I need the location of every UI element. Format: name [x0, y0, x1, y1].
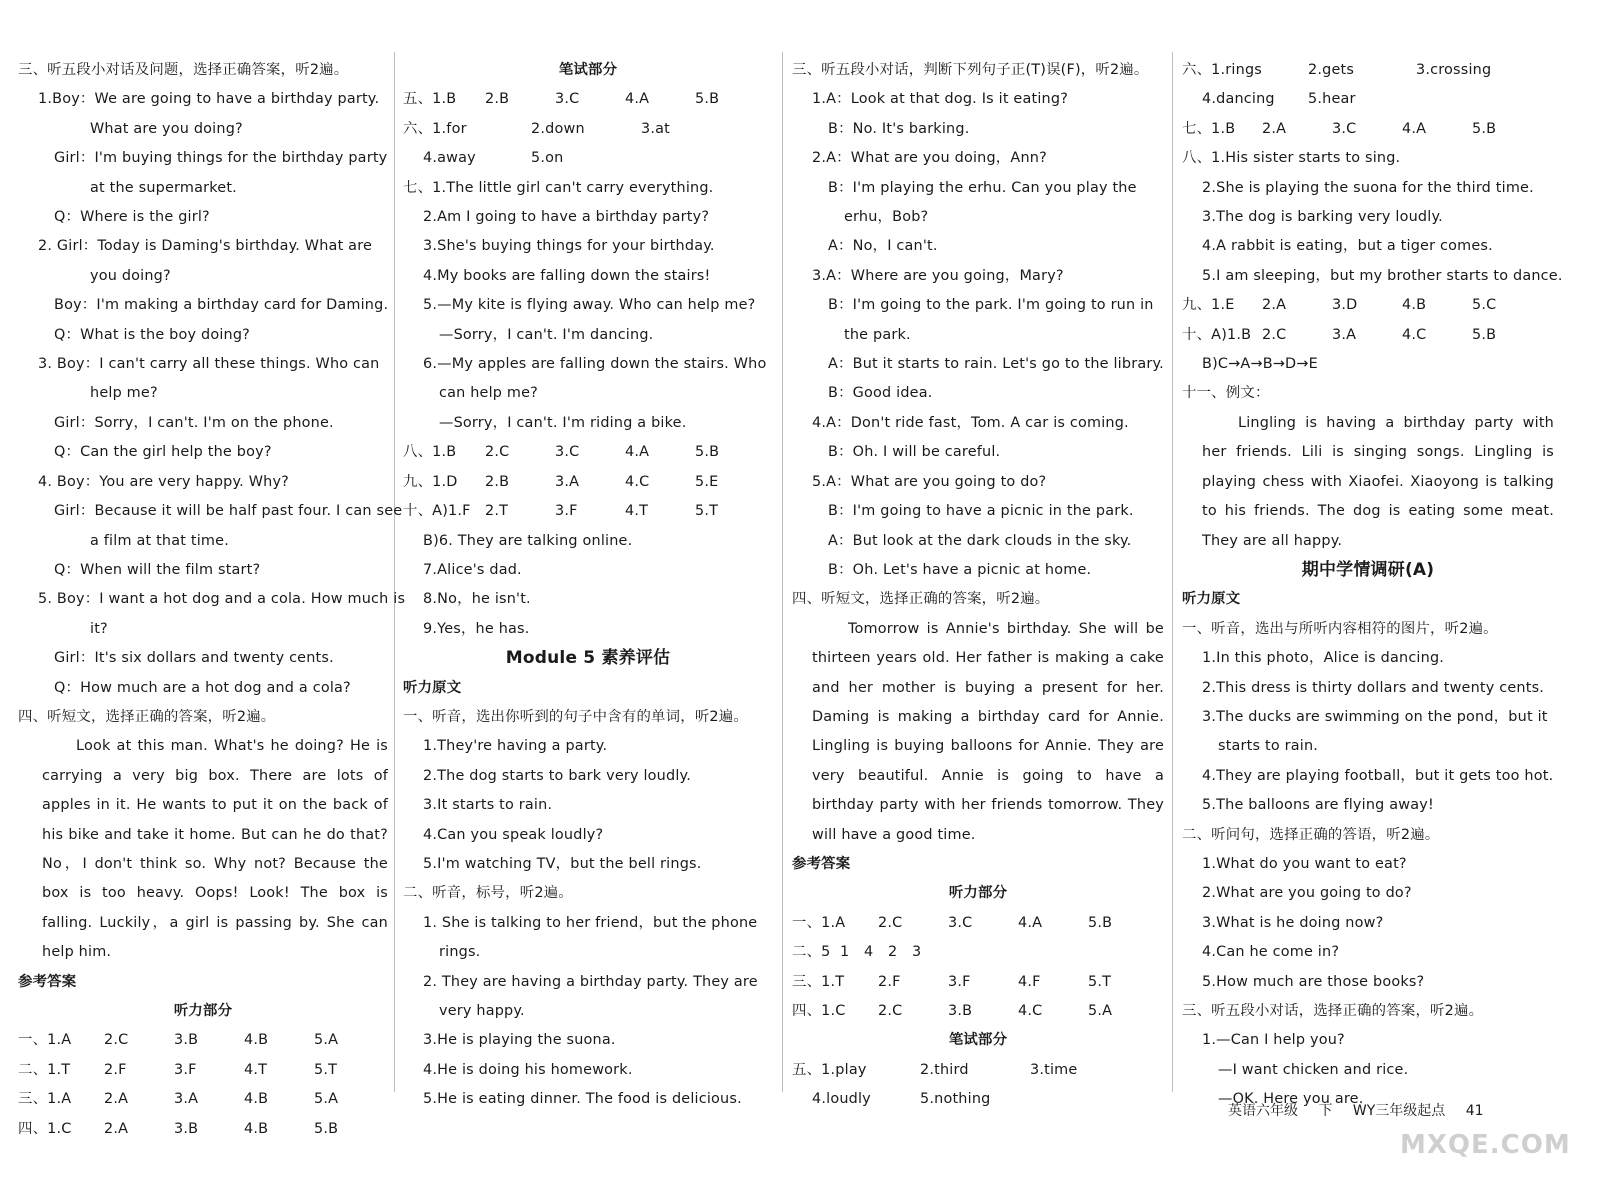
answer-cell: 4.dancing [1202, 91, 1275, 108]
answer-row [18, 1026, 388, 1055]
answer-cell: 3.A [174, 1091, 199, 1108]
answer-cell: 4.B [244, 1032, 269, 1049]
answer-row [1182, 56, 1554, 85]
script-line: 4.Can you speak loudly? [423, 826, 604, 843]
footer-subject: 英语六年级 [1228, 1103, 1298, 1119]
dialogue-line: 3.A：Where are you going，Mary? [812, 267, 1064, 284]
section-title: 二、听音，标号，听2遍。 [403, 885, 573, 902]
answer-cell: 3.crossing [1416, 62, 1492, 78]
answer-line: can help me? [439, 385, 539, 402]
answer-cell: 3.B [174, 1032, 199, 1049]
column-divider [782, 52, 783, 1092]
script-line: 2.The dog starts to bark very loudly. [423, 767, 691, 784]
answer-cell: 2.A [104, 1091, 129, 1108]
answer-line: 6.—My apples are falling down the stairs. Who [423, 356, 767, 373]
reference-answers-title: 参考答案 [792, 855, 851, 872]
answer-cell: 5.T [1088, 973, 1112, 990]
reference-answers-title: 参考答案 [18, 973, 77, 990]
answer-cell: 4.A [1402, 120, 1427, 137]
script-line: 1.They're having a party. [423, 738, 608, 755]
dialogue-line: B：I'm going to the park. I'm going to run in [828, 297, 1154, 314]
answer-row [403, 144, 773, 173]
page-number: 41 [1465, 1103, 1484, 1119]
dialogue-line: B：Oh. I will be careful. [828, 444, 1001, 461]
answer-cell: 二、5 [792, 944, 831, 961]
answer-cell: 2 [888, 944, 898, 961]
answer-cell: 4.away [423, 150, 476, 167]
script-line: 1.What do you want to eat? [1202, 855, 1407, 872]
answer-line: 4.My books are falling down the stairs! [423, 267, 711, 284]
question-line: Q：How much are a hot dog and a cola? [54, 679, 351, 696]
answer-cell: 1 [840, 944, 850, 961]
script-line: 2.This dress is thirty dollars and twenty cents. [1202, 679, 1545, 696]
answer-cell: 5.A [314, 1091, 339, 1108]
answer-cell: 五、1.play [792, 1061, 867, 1078]
answer-cell: 3.at [641, 120, 670, 137]
watermark: MXQE.COM [1400, 1130, 1571, 1160]
answer-cell: 4.C [1402, 326, 1427, 343]
answer-cell: 八、1.B [403, 444, 457, 461]
answer-row [403, 497, 773, 526]
dialogue-line: it? [90, 620, 108, 637]
column-divider [1172, 52, 1173, 1092]
column-3 [792, 56, 1164, 1115]
answer-cell: 5.B [695, 91, 720, 108]
script-title: 听力原文 [1182, 591, 1241, 608]
dialogue-line: Boy：I'm making a birthday card for Daming. [54, 297, 389, 314]
script-line: 5.The balloons are flying away! [1202, 797, 1434, 814]
answer-cell: 七、1.B [1182, 120, 1236, 137]
answer-row [1182, 321, 1554, 350]
dialogue-line: 5.A：What are you going to do? [812, 473, 1047, 490]
answer-line: 3.The dog is barking very loudly. [1202, 209, 1443, 226]
midterm-title: 期中学情调研(A) [1301, 559, 1435, 580]
answer-cell: 4 [864, 944, 874, 961]
answer-row [792, 968, 1164, 997]
dialogue-line: 3. Boy：I can't carry all these things. Who can [38, 356, 380, 373]
answer-cell: 5.B [695, 444, 720, 461]
page-footer [1228, 1100, 1500, 1120]
column-2 [403, 56, 773, 1115]
dialogue-line: 2. Girl：Today is Daming's birthday. What are [38, 238, 373, 255]
dialogue-line: 1.—Can I help you? [1202, 1032, 1345, 1049]
answer-cell: 5.B [1088, 914, 1113, 931]
answer-cell: 2.C [878, 1003, 903, 1019]
answer-cell: 3.B [948, 1003, 973, 1019]
dialogue-line: What are you doing? [90, 120, 243, 137]
answer-cell: 4.C [1018, 1003, 1043, 1019]
answer-cell: 2.C [485, 444, 510, 461]
script-line: 2.What are you going to do? [1202, 885, 1412, 902]
dialogue-line: B：I'm going to have a picnic in the park. [828, 503, 1134, 520]
answer-cell: 3.C [948, 914, 973, 931]
answer-row [18, 1085, 388, 1114]
answer-cell: 4.C [625, 473, 650, 490]
dialogue-line: help me? [90, 385, 158, 402]
answer-cell: 5.C [1472, 297, 1497, 314]
script-line: 1.In this photo，Alice is dancing. [1202, 650, 1445, 667]
script-line: 5.He is eating dinner. The food is delicious. [423, 1091, 742, 1108]
answer-cell: 十、A)1.F [403, 503, 471, 520]
dialogue-line: B：Oh. Let's have a picnic at home. [828, 561, 1092, 578]
script-title: 听力原文 [403, 679, 462, 696]
answer-cell: 四、1.C [18, 1120, 72, 1137]
answer-line: B)6. They are talking online. [423, 532, 633, 549]
answer-row [18, 1115, 388, 1144]
dialogue-line: a film at that time. [90, 532, 229, 549]
answer-cell: 五、1.B [403, 91, 457, 108]
answer-cell: 九、1.D [403, 473, 458, 490]
answer-row [403, 438, 773, 467]
dialogue-line: —I want chicken and rice. [1218, 1061, 1409, 1078]
answer-cell: 4.A [625, 91, 650, 108]
answer-cell: 4.A [1018, 914, 1043, 931]
answer-cell: 2.F [104, 1061, 127, 1078]
answer-line: 2.She is playing the suona for the third time. [1202, 179, 1534, 196]
written-part-title: 笔试部分 [558, 62, 618, 78]
answer-cell: 5.B [1472, 120, 1497, 137]
answer-cell: 4.F [1018, 973, 1041, 990]
answer-cell: 2.down [531, 120, 585, 137]
script-line: 3.The ducks are swimming on the pond，but it [1202, 708, 1548, 725]
script-line: 3.It starts to rain. [423, 797, 553, 814]
answer-cell: 5.E [695, 473, 719, 490]
script-line: 5.I'm watching TV，but the bell rings. [423, 855, 702, 872]
answer-cell: 5.nothing [920, 1091, 991, 1108]
answer-cell: 2.C [104, 1032, 129, 1049]
script-line: rings. [439, 944, 481, 961]
dialogue-line: 5. Boy：I want a hot dog and a cola. How much is [38, 591, 406, 608]
answer-cell: 3.F [174, 1061, 197, 1078]
answer-cell: 3.C [1332, 120, 1357, 137]
written-part-title: 笔试部分 [948, 1032, 1008, 1049]
script-line: 5.How much are those books? [1202, 973, 1425, 990]
column-4 [1182, 56, 1563, 1115]
dialogue-line: 4. Boy：You are very happy. Why? [38, 473, 290, 490]
answer-cell: 2.C [878, 914, 903, 931]
answer-cell: 5.A [1088, 1003, 1113, 1019]
answer-cell: 3.A [1332, 326, 1357, 343]
section-title: 四、听短文，选择正确的答案，听2遍。 [792, 591, 1050, 608]
answer-cell: 一、1.A [18, 1032, 72, 1049]
section-title: 十一、例文： [1182, 385, 1270, 402]
answer-row [792, 1085, 1164, 1114]
answer-cell: 一、1.A [792, 914, 846, 931]
answer-cell: 5.T [695, 503, 719, 520]
answer-cell: 4.T [244, 1061, 268, 1078]
script-line: 2. They are having a birthday party. They are [423, 973, 758, 990]
answer-row [1182, 115, 1554, 144]
answer-cell: 3.C [555, 444, 580, 461]
script-line: 4.They are playing football，but it gets too hot. [1202, 767, 1554, 784]
answer-cell: 3.time [1030, 1061, 1078, 1078]
passage: Look at this man. What's he doing? He is carrying a very big box. There are lots of apples in it. He wants to put it on the back of his bike and take it home. But can he do that? No，I don't think so. Why not? Because the box is too heavy. Oops! Look! The box is falling. Luckily，a girl is passing by. She can help him. [42, 738, 388, 961]
answer-line: 2.Am I going to have a birthday party? [423, 209, 710, 226]
answer-line: 4.A rabbit is eating，but a tiger comes. [1202, 238, 1493, 255]
answer-row [792, 997, 1164, 1026]
answer-cell: 六、1.rings [1182, 62, 1262, 78]
answer-cell: 5.B [314, 1120, 339, 1137]
answer-cell: 2.A [1262, 120, 1287, 137]
dialogue-line: Girl：Because it will be half past four. I can see [54, 503, 403, 520]
listening-part-title: 听力部分 [173, 1003, 233, 1019]
footer-edition: WY三年级起点 [1352, 1103, 1446, 1119]
column-divider [394, 52, 395, 1092]
column-1 [18, 56, 406, 1144]
answer-cell: 3.F [948, 973, 971, 990]
dialogue-line: Girl：It's six dollars and twenty cents. [54, 650, 334, 667]
section-title: 三、听五段小对话及问题，选择正确答案，听2遍。 [18, 62, 349, 78]
dialogue-line: 4.A：Don't ride fast，Tom. A car is coming. [812, 414, 1129, 431]
question-line: Q：Where is the girl? [54, 209, 210, 226]
answer-line: B)C→A→B→D→E [1202, 356, 1318, 373]
answer-line: 八、1.His sister starts to sing. [1182, 150, 1401, 167]
dialogue-line: B：I'm playing the erhu. Can you play the [828, 179, 1137, 196]
section-title: 三、听五段小对话，判断下列句子正(T)误(F)，听2遍。 [792, 62, 1149, 78]
answer-cell: 2.A [1262, 297, 1287, 314]
module-title: Module 5 素养评估 [505, 648, 671, 669]
sample-essay: Lingling is having a birthday party with her friends. Lili is singing songs. Lingling is playing chess with Xiaofei. Xiaoyong is talking to his friends. The dog is eating some meat. They are all happy. [1202, 414, 1554, 549]
script-line: 4.Can he come in? [1202, 944, 1340, 961]
answer-row [1182, 291, 1554, 320]
answer-line: 3.She's buying things for your birthday. [423, 238, 715, 255]
script-line: starts to rain. [1218, 738, 1319, 755]
answer-cell: 2.A [104, 1120, 129, 1137]
answer-cell: 2.gets [1308, 62, 1355, 78]
answer-row [403, 115, 773, 144]
footer-term: 下 [1318, 1103, 1333, 1119]
answer-cell: 4.A [625, 444, 650, 461]
answer-cell: 四、1.C [792, 1003, 846, 1019]
dialogue-line: A：But look at the dark clouds in the sky. [828, 532, 1132, 549]
answer-cell: 3 [912, 944, 922, 961]
answer-line: 7.Alice's dad. [423, 561, 522, 578]
answer-cell: 5.hear [1308, 91, 1356, 108]
answer-line: 七、1.The little girl can't carry everything. [403, 179, 714, 196]
section-title: 三、听五段小对话，选择正确的答案，听2遍。 [1182, 1003, 1484, 1019]
answer-cell: 2.C [1262, 326, 1287, 343]
answer-row [403, 85, 773, 114]
answer-cell: 5.on [531, 150, 564, 167]
answer-cell: 3.F [555, 503, 578, 520]
answer-cell: 三、1.T [792, 973, 845, 990]
answer-cell: 二、1.T [18, 1061, 71, 1078]
question-line: Q：When will the film start? [54, 561, 261, 578]
answer-cell: 5.T [314, 1061, 338, 1078]
answer-cell: 2.T [485, 503, 509, 520]
dialogue-line: B：No. It's barking. [828, 120, 970, 137]
answer-line: 8.No，he isn't. [423, 591, 531, 608]
answer-cell: 4.B [244, 1091, 269, 1108]
section-title: 四、听短文，选择正确的答案，听2遍。 [18, 708, 276, 725]
dialogue-line: A：But it starts to rain. Let's go to the library. [828, 356, 1164, 373]
answer-cell: 3.A [555, 473, 580, 490]
script-line: 3.What is he doing now? [1202, 914, 1384, 931]
answer-cell: 5.B [1472, 326, 1497, 343]
dialogue-line: erhu，Bob? [844, 209, 929, 226]
answer-cell: 3.C [555, 91, 580, 108]
dialogue-line: —OK. Here you are. [1218, 1091, 1364, 1108]
script-line: 4.He is doing his homework. [423, 1061, 633, 1078]
answer-cell: 3.D [1332, 297, 1358, 314]
answer-cell: 六、1.for [403, 120, 467, 137]
answer-row [1182, 85, 1554, 114]
script-line: very happy. [439, 1003, 525, 1019]
answer-cell: 4.loudly [812, 1091, 871, 1108]
answer-cell: 2.third [920, 1061, 969, 1078]
question-line: Q：Can the girl help the boy? [54, 444, 272, 461]
answer-cell: 十、A)1.B [1182, 326, 1252, 343]
dialogue-line: Girl：I'm buying things for the birthday party [54, 150, 388, 167]
dialogue-line: 1.A：Look at that dog. Is it eating? [812, 91, 1069, 108]
script-line: 1. She is talking to her friend，but the phone [423, 914, 758, 931]
answer-cell: 4.T [625, 503, 649, 520]
answer-line: 5.—My kite is flying away. Who can help me? [423, 297, 756, 314]
answer-cell: 5.A [314, 1032, 339, 1049]
dialogue-line: at the supermarket. [90, 179, 237, 196]
section-title: 一、听音，选出与所听内容相符的图片，听2遍。 [1182, 620, 1498, 637]
dialogue-line: Girl：Sorry，I can't. I'm on the phone. [54, 414, 334, 431]
answer-cell: 3.B [174, 1120, 199, 1137]
answer-row [792, 938, 1164, 967]
dialogue-line: A：No，I can't. [828, 238, 938, 255]
dialogue-line: you doing? [90, 267, 171, 284]
answer-cell: 4.B [1402, 297, 1427, 314]
answer-row [792, 1056, 1164, 1085]
answer-cell: 2.F [878, 973, 901, 990]
passage: Tomorrow is Annie's birthday. She will be thirteen years old. Her father is making a cake and her mother is buying a present for her. Daming is making a birthday card for Annie. Lingling is buying balloons for Annie. They are very beautiful. Annie is going to have a birthday party with her friends tomorrow. They will have a good time. [812, 620, 1164, 843]
answer-cell: 九、1.E [1182, 297, 1235, 314]
section-title: 二、听问句，选择正确的答语，听2遍。 [1182, 826, 1440, 843]
dialogue-line: 2.A：What are you doing，Ann? [812, 150, 1047, 167]
answer-row [18, 1056, 388, 1085]
answer-cell: 三、1.A [18, 1091, 72, 1108]
answer-cell: 2.B [485, 91, 510, 108]
section-title: 一、听音，选出你听到的句子中含有的单词，听2遍。 [403, 708, 748, 725]
dialogue-line: 1.Boy：We are going to have a birthday party. [38, 91, 380, 108]
answer-line: —Sorry，I can't. I'm dancing. [439, 326, 654, 343]
answer-row [403, 468, 773, 497]
dialogue-line: the park. [844, 326, 911, 343]
script-line: 3.He is playing the suona. [423, 1032, 616, 1049]
question-line: Q：What is the boy doing? [54, 326, 251, 343]
dialogue-line: B：Good idea. [828, 385, 933, 402]
answer-line: 5.I am sleeping，but my brother starts to dance. [1202, 267, 1563, 284]
answer-line: —Sorry，I can't. I'm riding a bike. [439, 414, 687, 431]
answer-cell: 4.B [244, 1120, 269, 1137]
answer-line: 9.Yes，he has. [423, 620, 530, 637]
answer-row [792, 909, 1164, 938]
answer-cell: 2.B [485, 473, 510, 490]
listening-part-title: 听力部分 [948, 885, 1008, 902]
